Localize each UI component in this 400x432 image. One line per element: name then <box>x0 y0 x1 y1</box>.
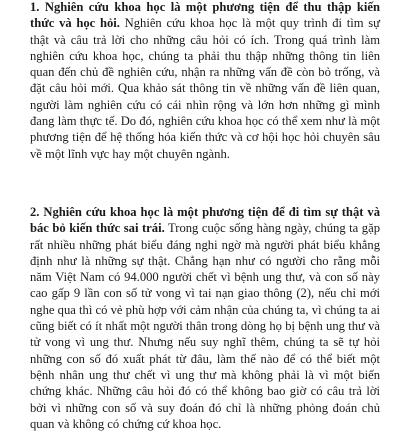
section-1-heading: 1. Nghiên cứu khoa học là một phương tiện để thu thập kiến thức và học hỏi. <box>30 0 380 31</box>
section-1-body: Nghiên cứu khoa học là một quy trình đi tìm sự thật và câu trả lời cho những câu hỏi có ích. Trong quá trình làm nghiên cứu khoa học, chúng ta phải thu thập những thông tin liên quan đến chủ đề nghiên cứu, nhận ra những vấn đề còn bỏ trống, và đặt câu hỏi mới. Qua khảo sát thông tin về những vấn đề liên quan, người làm nghiên cứu có cái nhìn rộng và lớn hơn những gì mình đang làm thực tế. Do đó, nghiên cứu khoa học có thể xem như là một phương tiện để hệ thống hóa kiến thức và cơ hội học hỏi chuyên sâu về một lĩnh vực hay một chuyên ngành. <box>30 16 380 161</box>
section-2-heading: 2. Nghiên cứu khoa học là một phương tiện để đi tìm sự thật và bác bỏ kiến thức sai trái. <box>30 205 380 236</box>
section-2-paragraph <box>30 204 380 432</box>
section-2-body: Trong cuộc sống hàng ngày, chúng ta gặp rất nhiều những phát biểu đáng nghi ngờ mà người phát biểu khẳng định như là những sự thật. Chẳng hạn như có người cho rằng mỗi năm Việt Nam có 94.000 người chết vì bệnh ung thư, và con số này cao gấp 9 lần con số tử vong vì tai nạn giao thông (2), nếu chỉ mới nghe qua thì có vẻ phù hợp với cảm nhận của chúng ta, vì chúng ta ai cũng biết có ít nhất một người thân trong dòng họ bị bệnh ung thư và tử vong vì ung thư. Nhưng nếu suy nghĩ thêm, chúng ta sẽ tự hỏi những con số đó xuất phát từ đâu, làm thế nào để có thể biết một bệnh nhân ung thư chết vì ung thư mà không phải là vì một biến chứng khác. Những câu hỏi đó có thể không bao giờ có câu trả lời bởi vì những con số và suy đoán đó chỉ là những phỏng đoán chủ quan và không có chứng cứ khoa học. <box>30 221 380 431</box>
section-1-paragraph <box>30 0 380 162</box>
